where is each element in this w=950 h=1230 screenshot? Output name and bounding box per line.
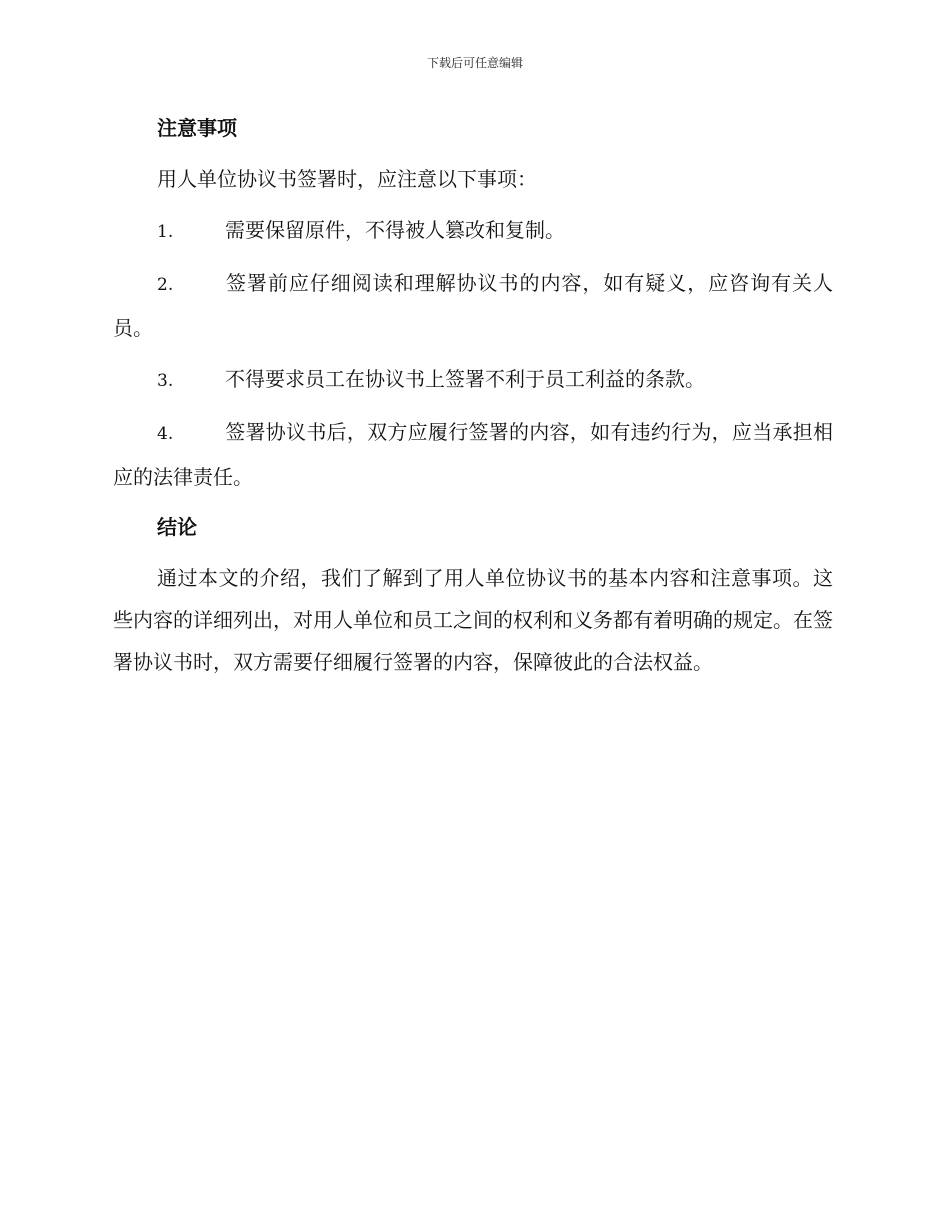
list-text: 签署前应仔细阅读和理解协议书的内容，如有疑义，应咨询有关人员。 bbox=[113, 271, 833, 340]
list-text: 不得要求员工在协议书上签署不利于员工利益的条款。 bbox=[225, 367, 705, 391]
list-number: 2. bbox=[157, 275, 174, 295]
header-note: 下载后可任意编辑 bbox=[426, 56, 523, 70]
conclusion-paragraph: 通过本文的介绍，我们了解到了用人单位协议书的基本内容和注意事项。这些内容的详细列出，对用人单位和员工之间的权利和义务都有着明确的规定。在签署协议书时，双方需要仔细履行签署的内容，保障彼此的合法权益。 bbox=[113, 566, 833, 674]
list-text: 需要保留原件，不得被人篡改和复制。 bbox=[225, 218, 565, 242]
notes-intro: 用人单位协议书签署时，应注意以下事项： bbox=[157, 167, 537, 191]
list-text: 签署协议书后，双方应履行签署的内容，如有违约行为，应当承担相应的法律责任。 bbox=[113, 420, 833, 489]
list-item bbox=[113, 209, 833, 254]
list-number: 3. bbox=[157, 371, 174, 391]
section-heading-notes: 注意事项 bbox=[157, 116, 237, 140]
list-item bbox=[113, 411, 833, 499]
document-body bbox=[113, 108, 833, 683]
list-number: 4. bbox=[157, 424, 174, 444]
list-number: 1. bbox=[157, 222, 174, 242]
list-item bbox=[113, 262, 833, 350]
list-item bbox=[113, 358, 833, 403]
section-heading-conclusion: 结论 bbox=[157, 515, 197, 539]
